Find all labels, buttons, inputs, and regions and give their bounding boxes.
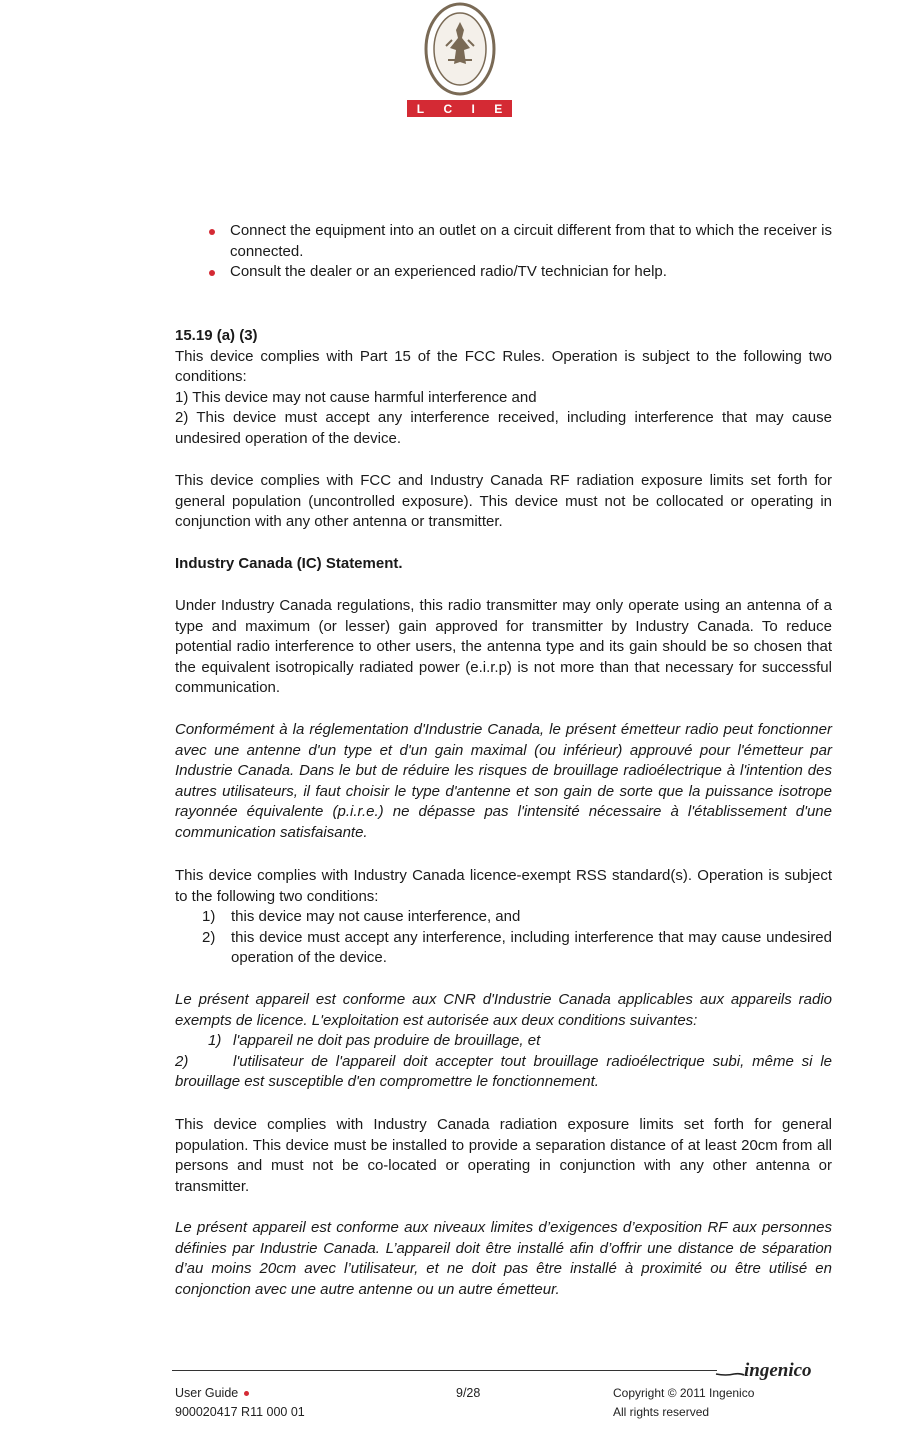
ic-exposure-en xyxy=(175,1115,832,1197)
bullet-icon xyxy=(209,229,215,235)
section-heading: 15.19 (a) (3) xyxy=(175,327,258,344)
lcie-letter: I xyxy=(471,101,475,116)
rss-intro-fr: Le présent appareil est conforme aux CNR d'Industrie Canada applicables aux appareils radio exempts de licence. L'exploitation est autorisée aux deux conditions suivantes: xyxy=(175,991,832,1029)
item-number: 2) xyxy=(202,928,216,946)
item-text: this device must accept any interference, including interference that may cause undesired operation of the device. xyxy=(231,928,832,967)
copyright: Copyright © 2011 Ingenico xyxy=(613,1386,755,1400)
lcie-banner xyxy=(407,100,512,117)
condition-2: 2) This device must accept any interference received, including interference that may cause undesired operation of the device. xyxy=(175,409,832,447)
list-item xyxy=(175,928,832,969)
list-item xyxy=(175,1031,832,1052)
doc-number: 900020417 R11 000 01 xyxy=(175,1405,305,1419)
item-text: l'utilisateur de l'appareil doit accepter tout brouillage radioélectrique subi, même si le brouillage est susceptible d'en compromettre le fonctionnement. xyxy=(175,1052,832,1091)
red-dot-icon xyxy=(244,1391,249,1396)
item-number: 2) xyxy=(175,1052,189,1070)
condition-1: 1) This device may not cause harmful interference and xyxy=(175,388,537,406)
ic-paragraph-en xyxy=(175,596,832,699)
item-number: 1) xyxy=(208,1032,222,1050)
rss-fr-block xyxy=(175,990,832,1093)
list-item xyxy=(175,1052,832,1093)
item-text: l'appareil ne doit pas produire de brouillage, et xyxy=(233,1032,541,1050)
bureau-veritas-lcie-logo xyxy=(407,2,512,116)
bullet-icon xyxy=(209,270,215,276)
footer-logo-text: ingenico xyxy=(744,1360,812,1381)
paragraph: Conformément à la réglementation d'Industrie Canada, le présent émetteur radio peut fonctionner avec une antenne d'un type et d'un gain maximal (ou inférieur) approuvé pour l'émetteur par Industrie Canada. Dans le but de réduire les risques de brouillage radioélectrique à l'intention des autres utilisateurs, il faut choisir le type d'antenne et son gain de sorte que la puissance isotrope rayonnée équivalente (p.i.r.e.) ne dépasse pas l'intensité nécessaire à l'établissement d'une communication satisfaisante. xyxy=(175,721,832,841)
item-number: 1) xyxy=(202,908,216,926)
paragraph: This device complies with Industry Canada radiation exposure limits set forth for general population. This device must be installed to provide a separation distance of at least 20cm from all persons and must not be co-located or operating in conjunction with any other antenna or transmitter. xyxy=(175,1116,832,1195)
list-item xyxy=(175,907,832,928)
list-item xyxy=(207,221,832,262)
bullet-text: Connect the equipment into an outlet on a circuit different from that to which the receiver is connected. xyxy=(230,222,832,260)
footer-divider xyxy=(172,1370,717,1371)
ic-statement-heading-block xyxy=(175,554,832,575)
rights: All rights reserved xyxy=(613,1405,710,1419)
ic-paragraph-fr xyxy=(175,720,832,844)
paragraph: Le présent appareil est conforme aux niveaux limites d’exigences d’exposition RF aux personnes définies par Industrie Canada. L’appareil doit être installé afin d’offrir une distance de séparation d’au moins 20cm avec l’utilisateur, et ne doit pas être installé à proximité ou être utilisé en conjonction avec une autre antenne ou un autre émetteur. xyxy=(175,1219,832,1298)
item-text: this device may not cause interference, and xyxy=(231,908,521,926)
lcie-letter: L xyxy=(416,101,425,116)
bullet-text: Consult the dealer or an experienced radio/TV technician for help. xyxy=(230,263,667,281)
bureau-veritas-seal-icon xyxy=(424,2,496,96)
ic-heading: Industry Canada (IC) Statement. xyxy=(175,555,403,572)
bullet-list xyxy=(207,221,832,283)
list-item xyxy=(207,262,832,283)
doc-title: User Guide xyxy=(175,1386,239,1400)
footer-left xyxy=(175,1384,305,1422)
section-intro: This device complies with Part 15 of the FCC Rules. Operation is subject to the following two conditions: xyxy=(175,347,832,386)
lcie-letter: E xyxy=(494,101,503,116)
paragraph: Under Industry Canada regulations, this radio transmitter may only operate using an antenna of a type and maximum (or lesser) gain approved for transmitter by Industry Canada. To reduce potential radio interference to other users, the antenna type and its gain should be so chosen that the equivalent isotropically radiated power (e.i.r.p) is not more than that necessary for successful communication. xyxy=(175,597,832,697)
lcie-letter: C xyxy=(443,101,453,116)
section-15-19 xyxy=(175,326,832,450)
paragraph: This device complies with FCC and Industry Canada RF radiation exposure limits set forth for general population (uncontrolled exposure). This device must not be collocated or operating in conjunction with any other antenna or transmitter. xyxy=(175,472,832,531)
rf-exposure-paragraph xyxy=(175,471,832,533)
page-number: 9/28 xyxy=(456,1386,481,1400)
ic-exposure-fr xyxy=(175,1218,832,1300)
rss-intro: This device complies with Industry Canada licence-exempt RSS standard(s). Operation is subject to the following two conditions: xyxy=(175,867,832,905)
ingenico-logo xyxy=(714,1358,834,1386)
rss-en-block xyxy=(175,866,832,969)
footer-right xyxy=(613,1384,754,1422)
